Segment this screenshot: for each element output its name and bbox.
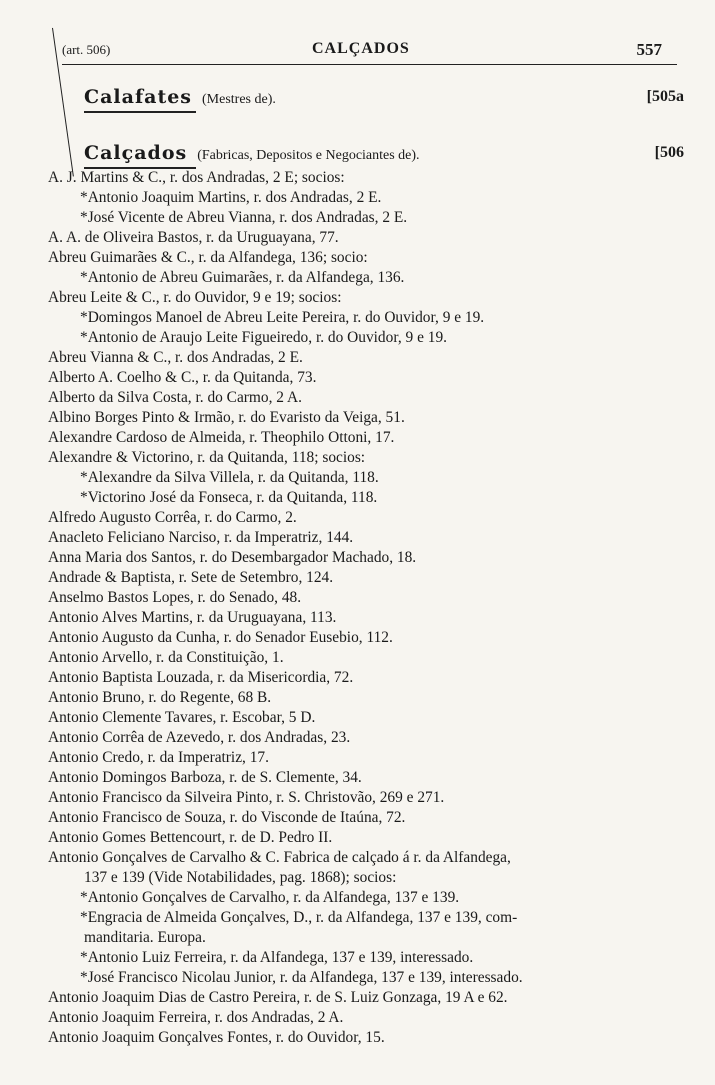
section-heading-calcados: [84, 142, 684, 170]
list-item: Albino Borges Pinto & Irmão, r. do Evaristo da Veiga, 51.: [48, 409, 405, 426]
list-item: Antonio Alves Martins, r. da Uruguayana, 113.: [48, 609, 337, 626]
list-item: Abreu Guimarães & C., r. da Alfandega, 136; socio:: [48, 249, 368, 266]
section-code: [505a: [646, 88, 684, 105]
section-name: Calçados: [84, 142, 188, 164]
list-item: Antonio Corrêa de Azevedo, r. dos Andradas, 23.: [48, 729, 351, 746]
list-item: Abreu Vianna & C., r. dos Andradas, 2 E.: [48, 349, 303, 366]
list-item: Alfredo Augusto Corrêa, r. do Carmo, 2.: [48, 509, 297, 526]
list-item: Alexandre Cardoso de Almeida, r. Theophilo Ottoni, 17.: [48, 429, 395, 446]
list-item: Alexandre & Victorino, r. da Quitanda, 118; socios:: [48, 449, 366, 466]
list-item: Antonio Clemente Tavares, r. Escobar, 5 D.: [48, 709, 316, 726]
header-divider: [62, 64, 677, 65]
list-item: *José Francisco Nicolau Junior, r. da Alfandega, 137 e 139, interessado.: [80, 969, 523, 986]
list-item: Antonio Augusto da Cunha, r. do Senador Eusebio, 112.: [48, 629, 393, 646]
article-reference: (art. 506): [62, 42, 111, 57]
list-item: A. A. de Oliveira Bastos, r. da Uruguayana, 77.: [48, 229, 339, 246]
list-item: Antonio Bruno, r. do Regente, 68 B.: [48, 689, 272, 706]
list-item: Antonio Francisco da Silveira Pinto, r. S. Christovão, 269 e 271.: [48, 789, 445, 806]
page-number: 557: [636, 40, 662, 59]
list-item: Andrade & Baptista, r. Sete de Setembro, 124.: [48, 569, 334, 586]
list-item: *Antonio de Abreu Guimarães, r. da Alfandega, 136.: [80, 269, 405, 286]
list-item: Antonio Gonçalves de Carvalho & C. Fabrica de calçado á r. da Alfandega,: [48, 849, 511, 866]
list-item: *Alexandre da Silva Villela, r. da Quitanda, 118.: [80, 469, 379, 486]
page-title: CALÇADOS: [312, 40, 410, 57]
list-item: *Domingos Manoel de Abreu Leite Pereira, r. do Ouvidor, 9 e 19.: [80, 309, 485, 326]
list-item: Anacleto Feliciano Narciso, r. da Imperatriz, 144.: [48, 529, 354, 546]
list-item: *José Vicente de Abreu Vianna, r. dos Andradas, 2 E.: [80, 209, 408, 226]
list-item: Antonio Joaquim Ferreira, r. dos Andradas, 2 A.: [48, 1009, 344, 1026]
list-item: *Antonio de Araujo Leite Figueiredo, r. do Ouvidor, 9 e 19.: [80, 329, 447, 346]
list-item: Antonio Baptista Louzada, r. da Misericordia, 72.: [48, 669, 354, 686]
section-code: [506: [654, 144, 684, 161]
page-header: [62, 40, 682, 64]
list-item: manditaria. Europa.: [84, 929, 206, 946]
list-item: Antonio Joaquim Gonçalves Fontes, r. do Ouvidor, 15.: [48, 1029, 385, 1046]
list-item: Anselmo Bastos Lopes, r. do Senado, 48.: [48, 589, 302, 606]
list-item: *Engracia de Almeida Gonçalves, D., r. da Alfandega, 137 e 139, com-: [80, 909, 518, 926]
section-description: (Fabricas, Depositos e Negociantes de).: [197, 148, 420, 163]
list-item: Antonio Credo, r. da Imperatriz, 17.: [48, 749, 269, 766]
section-underline: [84, 111, 196, 113]
list-item: Alberto da Silva Costa, r. do Carmo, 2 A.: [48, 389, 302, 406]
list-item: *Antonio Luiz Ferreira, r. da Alfandega, 137 e 139, interessado.: [80, 949, 474, 966]
section-heading-calafates: [84, 86, 684, 114]
list-item: Antonio Gomes Bettencourt, r. de D. Pedro II.: [48, 829, 333, 846]
list-item: Alberto A. Coelho & C., r. da Quitanda, 73.: [48, 369, 317, 386]
list-item: *Victorino José da Fonseca, r. da Quitanda, 118.: [80, 489, 378, 506]
list-item: Antonio Domingos Barboza, r. de S. Clemente, 34.: [48, 769, 362, 786]
section-description: (Mestres de).: [202, 92, 276, 107]
list-item: A. J. Martins & C., r. dos Andradas, 2 E; socios:: [48, 169, 345, 186]
list-item: Abreu Leite & C., r. do Ouvidor, 9 e 19; socios:: [48, 289, 342, 306]
list-item: Antonio Joaquim Dias de Castro Pereira, r. de S. Luiz Gonzaga, 19 A e 62.: [48, 989, 508, 1006]
list-item: Antonio Arvello, r. da Constituição, 1.: [48, 649, 284, 666]
list-item: Antonio Francisco de Souza, r. do Visconde de Itaúna, 72.: [48, 809, 406, 826]
list-item: Anna Maria dos Santos, r. do Desembargador Machado, 18.: [48, 549, 417, 566]
list-item: 137 e 139 (Vide Notabilidades, pag. 1868); socios:: [84, 869, 397, 886]
list-item: *Antonio Joaquim Martins, r. dos Andradas, 2 E.: [80, 189, 382, 206]
section-name: Calafates: [84, 86, 193, 108]
list-item: *Antonio Gonçalves de Carvalho, r. da Alfandega, 137 e 139.: [80, 889, 460, 906]
